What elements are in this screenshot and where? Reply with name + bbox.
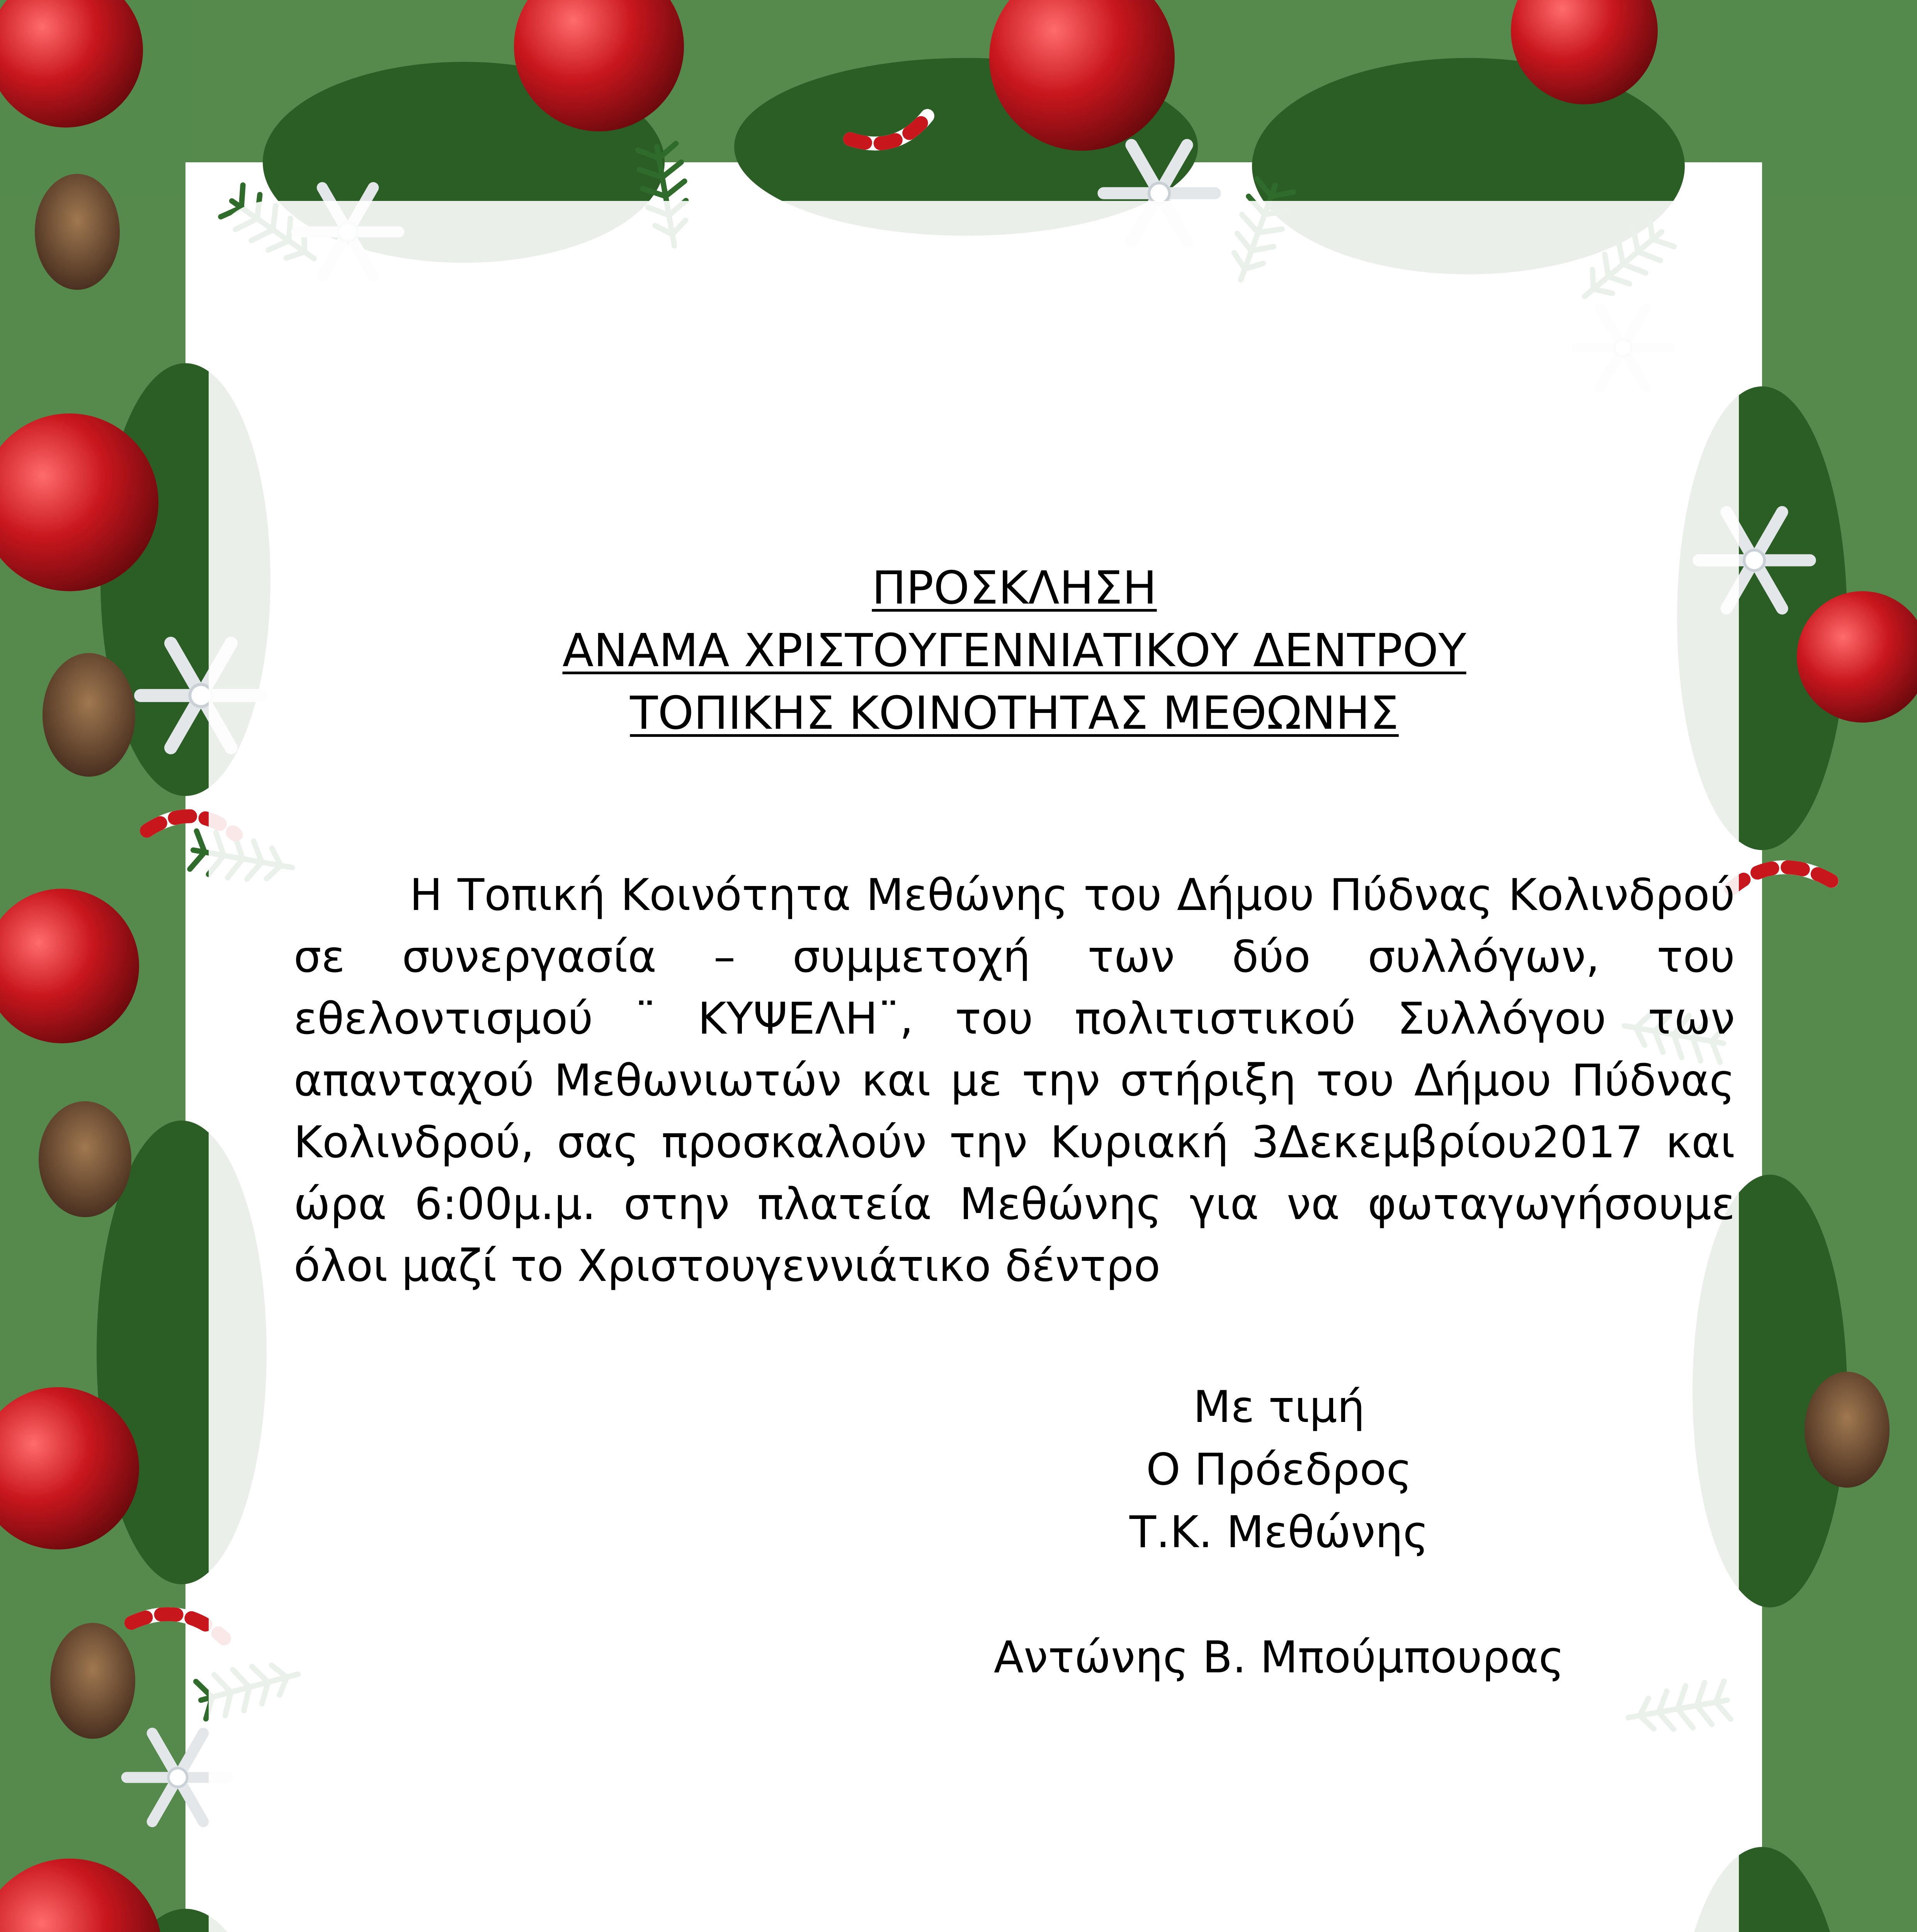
signature-name: Αντώνης Β. Μπούμπουρας (993, 1632, 1565, 1683)
signature-closing: Με τιμή (1193, 1381, 1365, 1432)
signature-role: Ο Πρόεδρος (1146, 1444, 1412, 1495)
title-invitation: ΠΡΟΣΚΛΗΣΗ (872, 561, 1157, 614)
invitation-content (294, 556, 1735, 1297)
title-community: ΤΟΠΙΚΗΣ ΚΟΙΝΟΤΗΤΑΣ ΜΕΘΩΝΗΣ (630, 686, 1399, 740)
title-event: ΑΝΑΜΑ ΧΡΙΣΤΟΥΓΕΝΝΙΑΤΙΚΟΥ ΔΕΝΤΡΟΥ (562, 624, 1466, 677)
signature-organization: Τ.Κ. Μεθώνης (1129, 1507, 1429, 1558)
invitation-body: Η Τοπική Κοινότητα Μεθώνης του Δήμου Πύδνας Κολινδρού σε συνεργασία – συμμετοχή των δύο συλλόγων, του εθελοντισμού ¨ ΚΥΨΕΛΗ¨, του πολιτιστικού Συλλόγου των απανταχού Μεθωνιωτών και με την στήριξη του Δήμου Πύδνας Κολινδρού, σας προσκαλούν την Κυριακή 3Δεκεμβρίου2017 και ώρα 6:00μ.μ. στην πλατεία Μεθώνης για να φωταγωγήσουμε όλοι μαζί το Χριστουγεννιάτικο δέντρο (294, 869, 1735, 1291)
signature-block (981, 1376, 1577, 1689)
